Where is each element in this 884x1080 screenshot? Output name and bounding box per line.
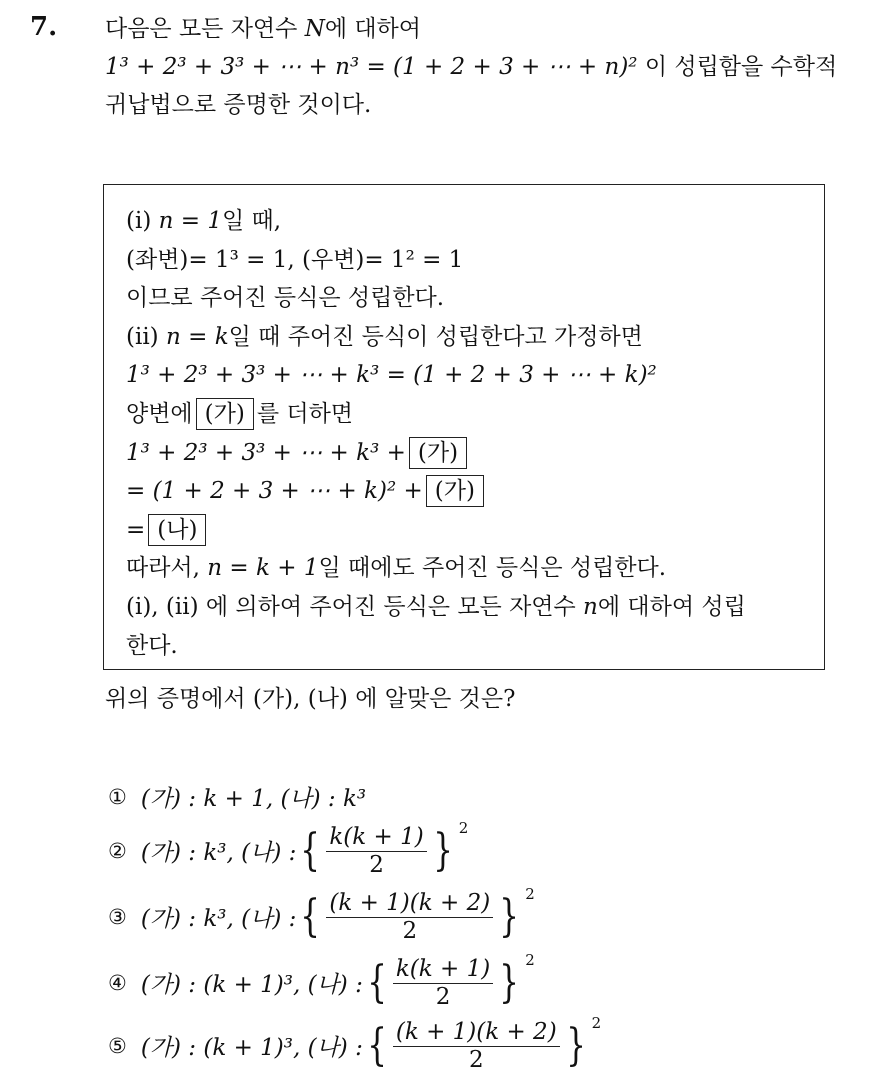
proof-line: 1³ + 2³ + 3³ + ⋯ + k³ = (1 + 2 + 3 + ⋯ + k)² (126, 362, 657, 389)
proof-line: 이므로 주어진 등식은 성립한다. (126, 285, 445, 312)
left-brace: { (300, 890, 321, 942)
question-text: 위의 증명에서 (가), (나) 에 알맞은 것은? (105, 686, 516, 712)
proof-line (126, 395, 746, 434)
proof-line (126, 202, 746, 241)
numerator: (k + 1)(k + 2) (326, 889, 493, 918)
denominator: 2 (435, 984, 451, 1010)
denominator: 2 (369, 852, 384, 878)
proof-math: = (126, 516, 146, 543)
stem-line-2 (105, 48, 875, 86)
proof-math: n = k (165, 323, 229, 350)
stem-line-1 (105, 10, 875, 48)
answer-option-2[interactable] (108, 819, 469, 878)
proof-text: 따라서, (126, 555, 208, 582)
denominator: 2 (402, 918, 418, 944)
option-text: (가) : k³, (나) : (140, 840, 297, 866)
option-text: (가) : k + 1, (나) : k³ (140, 786, 367, 812)
option-number: ③ (108, 904, 127, 929)
left-brace: { (367, 956, 387, 1008)
proof-text: (i), (ii) 에 의하여 주어진 등식은 모든 자연수 (126, 593, 584, 620)
answer-option-4[interactable] (108, 951, 535, 1010)
right-brace: } (499, 956, 520, 1008)
proof-box (103, 184, 825, 670)
right-brace: } (499, 890, 520, 942)
stem-line-3: 귀납법으로 증명한 것이다. (105, 92, 372, 118)
proof-text: 일 때에도 주어진 등식은 성립한다. (318, 555, 667, 582)
answer-option-1[interactable] (108, 780, 366, 813)
exponent: 2 (591, 1014, 602, 1032)
proof-line (126, 434, 746, 473)
blank-box-ga: (가) (409, 437, 467, 469)
proof-line: 한다. (126, 632, 178, 659)
problem-stem (105, 10, 875, 124)
blank-box-ga: (가) (196, 398, 254, 430)
fraction (393, 955, 493, 1010)
option-text: (가) : (k + 1)³, (나) : (140, 1035, 363, 1061)
proof-text: 를 더하면 (256, 400, 354, 427)
proof-math: = (1 + 2 + 3 + ⋯ + k)² + (126, 478, 423, 505)
left-brace: { (300, 824, 321, 876)
option-text: (가) : k³, (나) : (140, 906, 297, 932)
stem-text: 에 대하여 (324, 16, 421, 42)
answer-option-3[interactable] (108, 885, 535, 944)
stem-text: 다음은 모든 자연수 (105, 16, 305, 42)
proof-content (126, 202, 746, 665)
option-number: ① (108, 784, 127, 809)
proof-math: 1³ + 2³ + 3³ + ⋯ + k³ + (126, 439, 406, 466)
option-number: ⑤ (108, 1033, 127, 1058)
proof-text: (ii) (126, 323, 166, 350)
proof-line (126, 318, 746, 357)
question-number: 7. (30, 12, 58, 42)
numerator: (k + 1)(k + 2) (393, 1018, 560, 1047)
exponent: 2 (525, 951, 535, 969)
fraction (326, 889, 493, 944)
proof-text: 일 때, (221, 208, 282, 234)
option-number: ② (108, 838, 127, 863)
proof-text: 일 때 주어진 등식이 성립한다고 가정하면 (228, 323, 643, 350)
proof-line (126, 511, 746, 550)
proof-math: n = 1 (158, 208, 222, 234)
right-brace: } (432, 824, 453, 876)
stem-text: 이 성립함을 수학적 (644, 54, 838, 80)
exponent: 2 (458, 819, 469, 837)
fraction (326, 823, 426, 878)
answer-option-5[interactable] (108, 1014, 602, 1073)
proof-line (126, 549, 746, 588)
option-number: ④ (108, 970, 127, 995)
proof-text: 양변에 (126, 400, 193, 427)
fraction (393, 1018, 560, 1073)
proof-line (126, 472, 746, 511)
numerator: k(k + 1) (326, 823, 426, 852)
stem-formula: 1³ + 2³ + 3³ + ⋯ + n³ = (1 + 2 + 3 + ⋯ + n)² (105, 54, 638, 80)
numerator: k(k + 1) (393, 955, 493, 984)
blank-box-na: (나) (148, 514, 206, 546)
proof-text: (i) (126, 208, 159, 234)
denominator: 2 (468, 1047, 484, 1073)
exponent: 2 (525, 885, 535, 903)
proof-line: (좌변)= 1³ = 1, (우변)= 1² = 1 (126, 246, 464, 273)
proof-math: n = k + 1 (207, 555, 319, 582)
left-brace: { (367, 1019, 387, 1071)
proof-math: n (583, 593, 598, 620)
proof-line (126, 588, 746, 627)
right-brace: } (565, 1019, 586, 1071)
option-text: (가) : (k + 1)³, (나) : (140, 972, 363, 998)
proof-text: 에 대하여 성립 (597, 593, 746, 620)
blank-box-ga: (가) (426, 475, 484, 507)
stem-variable: N (304, 16, 325, 42)
